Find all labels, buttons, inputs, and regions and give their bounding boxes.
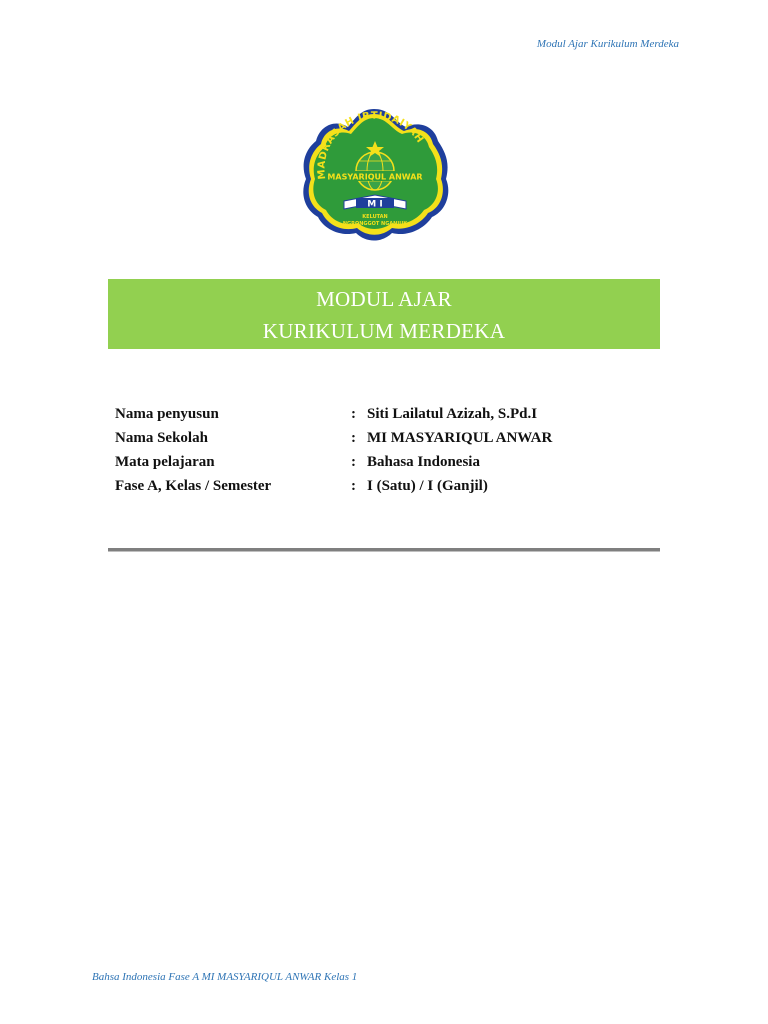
class-label: Fase A, Kelas / Semester <box>115 478 272 494</box>
identity-table <box>115 402 655 498</box>
logo-arc-text: MADRASAH IBTIDAIYAH <box>316 110 426 180</box>
school-value: MI MASYARIQUL ANWAR <box>367 430 553 446</box>
identity-row-class <box>115 474 655 498</box>
separator: : <box>351 478 356 494</box>
author-label: Nama penyusun <box>115 406 219 422</box>
school-label: Nama Sekolah <box>115 430 208 446</box>
separator: : <box>351 430 356 446</box>
subject-value: Bahasa Indonesia <box>367 454 480 470</box>
logo-place2: NGRONGGOT NGANJUK <box>342 221 408 227</box>
logo-short-text: M I <box>367 199 383 210</box>
school-logo <box>296 105 466 250</box>
identity-row-author <box>115 402 655 426</box>
identity-row-subject <box>115 450 655 474</box>
running-footer: Bahsa Indonesia Fase A MI MASYARIQUL ANWAR Kelas 1 <box>92 971 358 983</box>
logo-school-text: MASYARIQUL ANWAR <box>327 172 423 182</box>
subject-label: Mata pelajaran <box>115 454 215 470</box>
identity-row-school <box>115 426 655 450</box>
author-value: Siti Lailatul Azizah, S.Pd.I <box>367 406 538 422</box>
title-line-2: KURIKULUM MERDEKA <box>262 319 506 343</box>
title-line-1: MODUL AJAR <box>316 287 452 311</box>
running-header: Modul Ajar Kurikulum Merdeka <box>536 38 679 50</box>
separator: : <box>351 454 356 470</box>
separator: : <box>351 406 356 422</box>
logo-place1: KELUTAN <box>362 214 388 220</box>
horizontal-rule <box>108 548 660 552</box>
class-value: I (Satu) / I (Ganjil) <box>367 478 488 494</box>
title-banner <box>108 279 660 349</box>
